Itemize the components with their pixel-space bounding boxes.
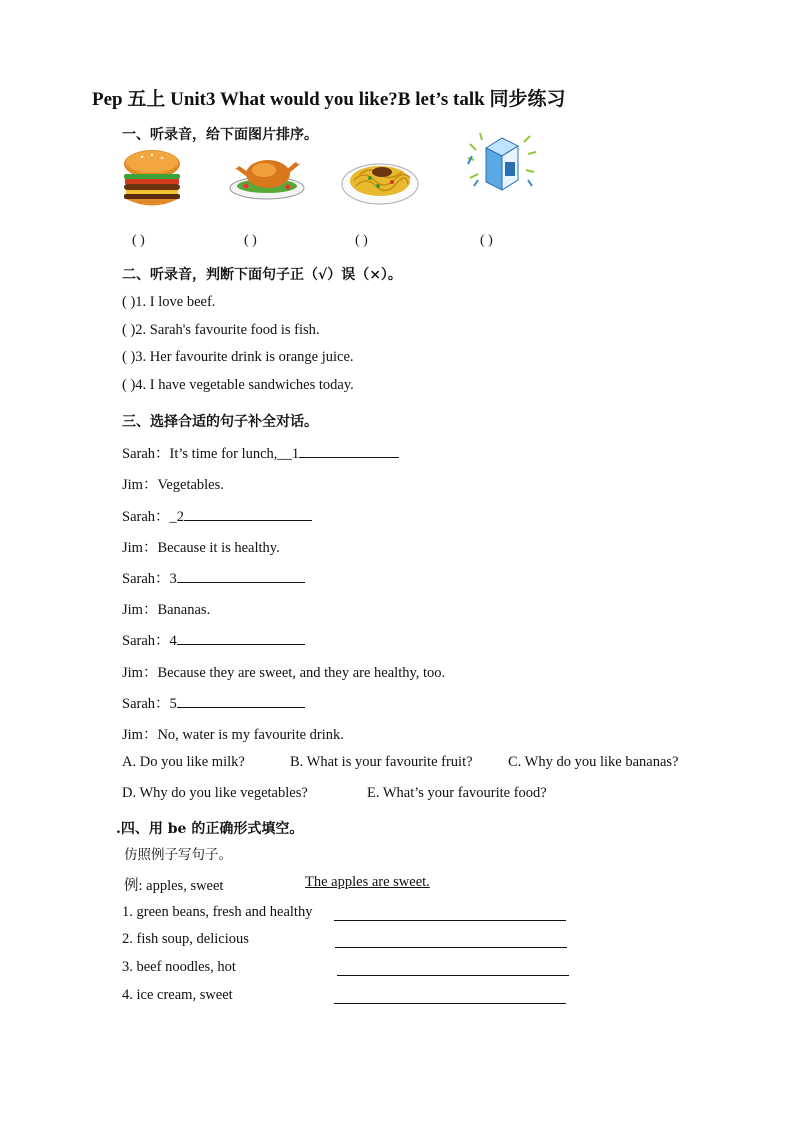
dialogue-line: Sarah：_2 xyxy=(122,505,312,526)
answer-blank[interactable] xyxy=(177,693,305,708)
answer-paren-4[interactable]: ( ) xyxy=(480,233,493,248)
section1-heading: 一、听录音，给下面图片排序。 xyxy=(122,127,318,143)
section3-heading: 三、选择合适的句子补全对话。 xyxy=(122,414,318,430)
option-d: D. Why do you like vegetables? xyxy=(122,785,308,801)
dialogue-line: Jim：No, water is my favourite drink. xyxy=(122,727,344,743)
judge-item-2: ( )2. Sarah's favourite food is fish. xyxy=(122,322,320,338)
example-prompt: 例: apples, sweet xyxy=(124,878,224,894)
answer-paren-1[interactable]: ( ) xyxy=(132,233,145,248)
page-title: Pep 五上 Unit3 What would you like?B let’s talk 同步练习 xyxy=(92,89,566,110)
option-b: B. What is your favourite fruit? xyxy=(290,754,473,770)
section4-instruction: 仿照例子写句子。 xyxy=(124,847,232,863)
option-a: A. Do you like milk? xyxy=(122,754,245,770)
section2-heading: 二、听录音，判断下面句子正（√）误（×）。 xyxy=(122,267,402,283)
noodles-icon xyxy=(340,152,420,208)
roast-chicken-icon xyxy=(228,146,306,202)
answer-blank[interactable] xyxy=(177,568,305,583)
answer-blank[interactable] xyxy=(335,933,567,948)
answer-blank[interactable] xyxy=(337,961,569,976)
answer-blank[interactable] xyxy=(184,506,312,521)
write-item-2: 2. fish soup, delicious xyxy=(122,931,249,947)
judge-item-3: ( )3. Her favourite drink is orange juice. xyxy=(122,349,354,365)
dialogue-line: Jim：Because they are sweet, and they are healthy, too. xyxy=(122,665,446,681)
dialogue-line: Sarah：5 xyxy=(122,692,305,713)
milk-carton-icon xyxy=(466,130,538,194)
judge-item-1: ( )1. I love beef. xyxy=(122,294,216,310)
dialogue-line: Jim：Bananas. xyxy=(122,602,211,618)
hamburger-icon xyxy=(120,148,184,210)
dialogue-line: Sarah：It’s time for lunch,__1 xyxy=(122,442,399,463)
dialogue-line: Sarah：3 xyxy=(122,567,305,588)
dialogue-line: Jim：Vegetables. xyxy=(122,477,224,493)
answer-blank[interactable] xyxy=(334,906,566,921)
example-answer: The apples are sweet. xyxy=(305,874,430,890)
section4-heading: .四、用 be 的正确形式填空。 xyxy=(116,821,304,837)
judge-item-4: ( )4. I have vegetable sandwiches today. xyxy=(122,377,354,393)
write-item-1: 1. green beans, fresh and healthy xyxy=(122,904,313,920)
answer-paren-3[interactable]: ( ) xyxy=(355,233,368,248)
write-item-3: 3. beef noodles, hot xyxy=(122,959,236,975)
answer-blank[interactable] xyxy=(177,630,305,645)
dialogue-line: Jim：Because it is healthy. xyxy=(122,540,280,556)
option-e: E. What’s your favourite food? xyxy=(367,785,547,801)
answer-blank[interactable] xyxy=(334,989,566,1004)
option-c: C. Why do you like bananas? xyxy=(508,754,679,770)
dialogue-line: Sarah：4 xyxy=(122,629,305,650)
answer-blank[interactable] xyxy=(299,443,399,458)
write-item-4: 4. ice cream, sweet xyxy=(122,987,233,1003)
answer-paren-2[interactable]: ( ) xyxy=(244,233,257,248)
